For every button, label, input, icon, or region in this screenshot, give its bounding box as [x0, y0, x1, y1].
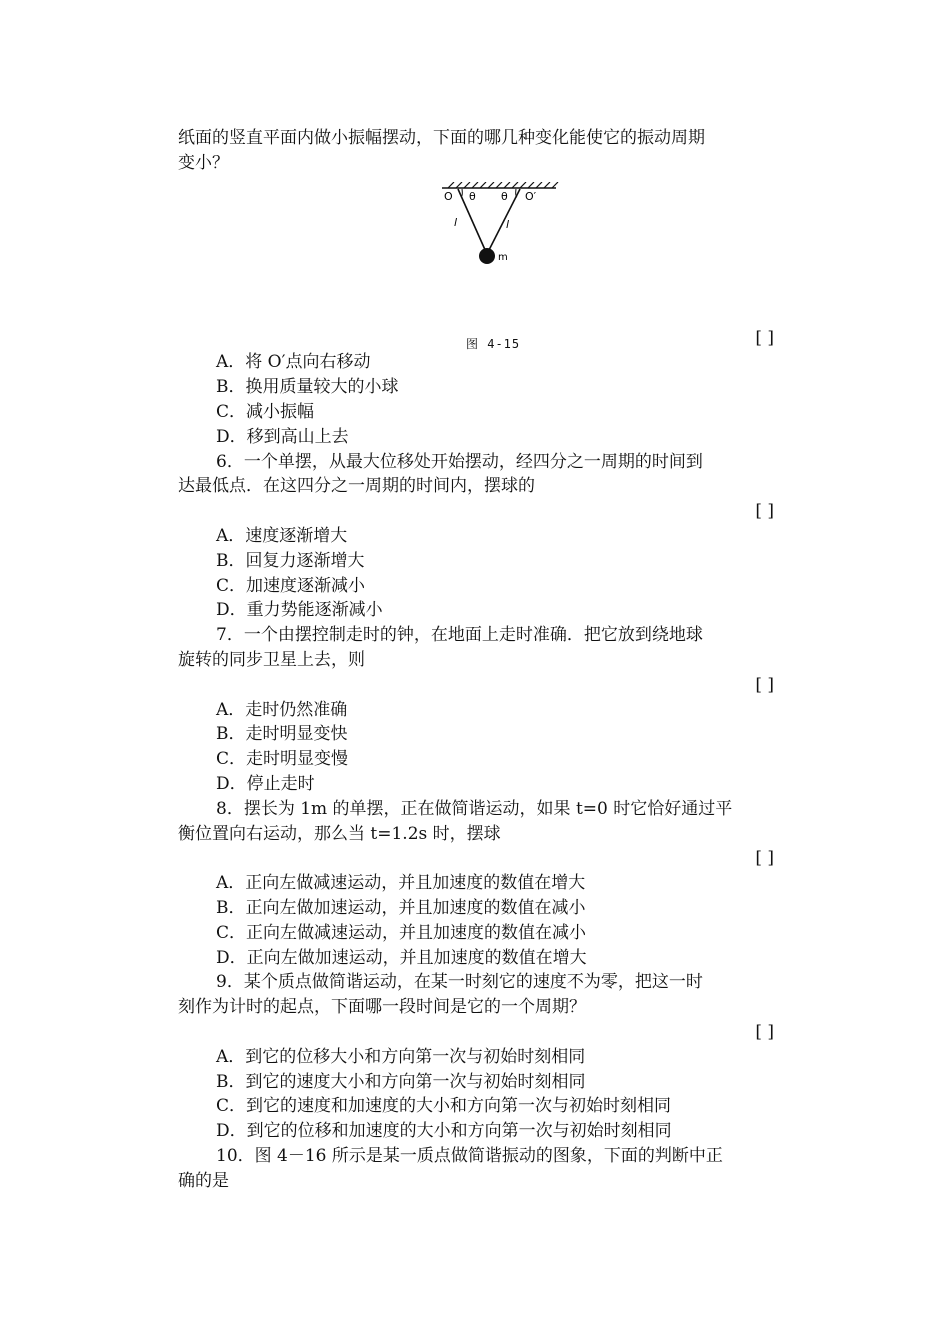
q8-stem-line1: 8．摆长为 1m 的单摆，正在做简谐运动，如果 t=0 时它恰好通过平	[216, 798, 733, 819]
label-o-prime: O′	[525, 189, 537, 203]
q9-stem-line1: 9．某个质点做简谐运动，在某一时刻它的速度不为零，把这一时	[216, 972, 703, 993]
q9-stem-line2: 刻作为计时的起点，下面哪一段时间是它的一个周期？	[178, 997, 586, 1018]
ceiling-hatching	[448, 182, 558, 188]
q6-stem-line2: 达最低点．在这四分之一周期的时间内，摆球的	[178, 476, 535, 497]
label-theta-left: θ	[469, 189, 476, 203]
q5-option-b: B．换用质量较大的小球	[216, 377, 399, 398]
q8-answer-bracket: [ ]	[755, 848, 774, 869]
q9-option-d: D．到它的位移和加速度的大小和方向第一次与初始时刻相同	[216, 1121, 672, 1142]
pendulum-bob	[479, 248, 495, 264]
q10-stem-line1: 10．图 4－16 所示是某一质点做简谐振动的图象，下面的判断中正	[216, 1145, 723, 1166]
figure-caption: 图 4-15	[466, 336, 521, 351]
q6-option-a: A．速度逐渐增大	[216, 525, 348, 546]
q9-answer-bracket: [ ]	[755, 1021, 774, 1042]
q5-option-d: D．移到高山上去	[216, 426, 349, 447]
q6-option-d: D．重力势能逐渐减小	[216, 600, 383, 621]
q6-answer-bracket: [ ]	[755, 501, 774, 522]
q5-option-a: A．将 O′点向右移动	[216, 352, 371, 373]
q7-option-c: C．走时明显变慢	[216, 749, 349, 770]
q7-answer-bracket: [ ]	[755, 674, 774, 695]
q6-option-b: B．回复力逐渐增大	[216, 550, 365, 571]
q8-option-a: A．正向左做减速运动，并且加速度的数值在增大	[216, 873, 586, 894]
q5-stem-line2: 变小？	[178, 152, 229, 173]
label-theta-right: θ	[501, 189, 508, 203]
q5-option-c: C．减小振幅	[216, 401, 315, 422]
q7-option-a: A．走时仍然准确	[216, 699, 348, 720]
figure-4-15	[178, 176, 776, 351]
q5-answer-bracket: [ ]	[755, 327, 774, 348]
q5-stem-line1: 纸面的竖直平面内做小振幅摆动，下面的哪几种变化能使它的振动周期	[178, 128, 705, 148]
q7-option-d: D．停止走时	[216, 773, 315, 794]
label-l-right: l	[506, 217, 510, 231]
pendulum-diagram	[440, 182, 566, 282]
document-page	[178, 126, 776, 1193]
q8-option-b: B．正向左做加速运动，并且加速度的数值在减小	[216, 897, 586, 918]
q7-stem-line2: 旋转的同步卫星上去，则	[178, 649, 365, 670]
q8-option-d: D．正向左做加速运动，并且加速度的数值在增大	[216, 947, 587, 968]
q9-option-c: C．到它的速度和加速度的大小和方向第一次与初始时刻相同	[216, 1096, 672, 1117]
q7-option-b: B．走时明显变快	[216, 724, 348, 745]
q7-stem-line1: 7．一个由摆控制走时的钟，在地面上走时准确．把它放到绕地球	[216, 625, 703, 646]
q9-option-b: B．到它的速度大小和方向第一次与初始时刻相同	[216, 1071, 586, 1092]
q6-stem-line1: 6．一个单摆，从最大位移处开始摆动，经四分之一周期的时间到	[216, 451, 703, 472]
q9-option-a: A．到它的位移大小和方向第一次与初始时刻相同	[216, 1046, 586, 1067]
label-l-left: l	[454, 215, 458, 229]
q8-option-c: C．正向左做减速运动，并且加速度的数值在减小	[216, 922, 587, 943]
q8-stem-line2: 衡位置向右运动，那么当 t=1.2s 时，摆球	[178, 823, 501, 844]
label-m: m	[498, 251, 508, 263]
q10-stem-line2: 确的是	[178, 1170, 229, 1191]
q6-option-c: C．加速度逐渐减小	[216, 575, 366, 596]
label-o: O	[444, 189, 453, 203]
